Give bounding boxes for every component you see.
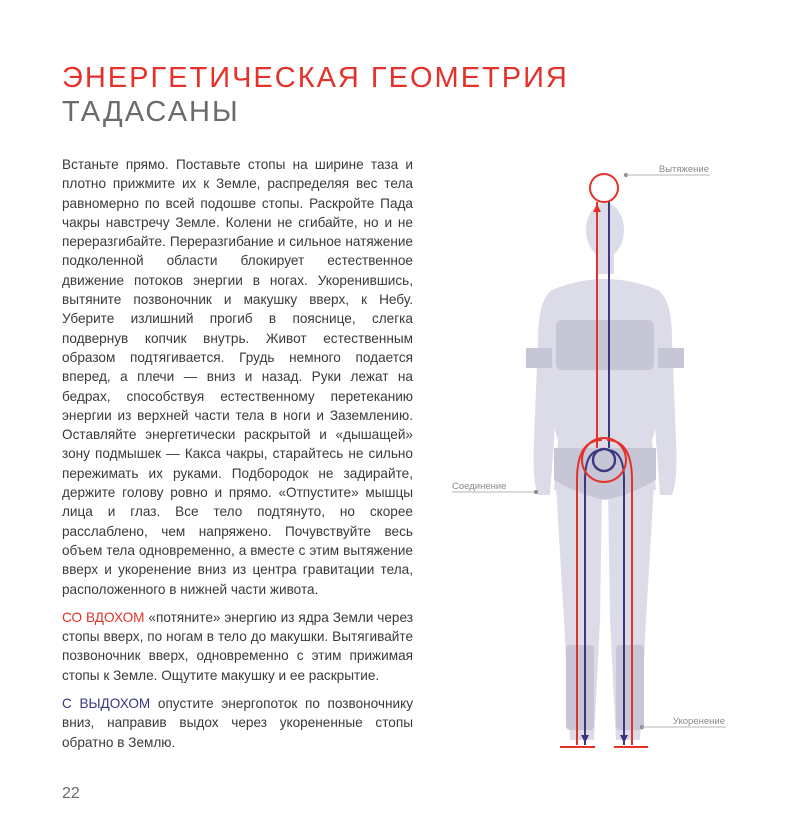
label-top: Вытяжение bbox=[658, 164, 709, 175]
annotation-bottom bbox=[640, 716, 726, 729]
instructions-paragraph: Встаньте прямо. Поставьте стопы на ширине таза и плотно прижмите их к Земле, распределяя вес тела равномерно по всей подошве стопы. Раскройте Пада чакры навстречу Земле. Колени не сгибайте, но и не переразгибайте. Переразгибание и сильное натяжение подколенной области блокирует естественное движение потоков энергии в ногах. Укоренившись, вытяните позвоночник и макушку вверх, к Небу. Уберите излишний прогиб в пояснице, слегка подвернув копчик внутрь. Живот естественным образом подтягивается. Грудь немного подается вперед, а плечи — вниз и назад. Руки лежат на бедрах, способствуя естественному перетеканию энергии из верхней части тела в ноги и Заземлению. Оставляйте энергетически раскрытой и «дышащей» зону подмышек — Какса чакры, старайтесь не сильно пережимать их руками. Подбородок не задирайте, держите голову ровно и прямо. «Отпустите» мышцы лица и глаз. Все тело подтянуто, но скорее расслаблено, чем напряжено. Почувствуйте весь объем тела одновременно, а вместе с этим вытяжение вверх и укоренение вниз из центра гравитации тела, расположенного в нижней части живота. bbox=[62, 157, 413, 597]
label-middle: Соединение bbox=[452, 481, 507, 492]
page-number: 22 bbox=[62, 785, 80, 802]
exhale-paragraph bbox=[62, 694, 413, 752]
pose-diagram bbox=[430, 150, 800, 810]
inhale-paragraph bbox=[62, 608, 413, 685]
pose-figure bbox=[430, 150, 800, 810]
head-shape bbox=[586, 203, 624, 257]
title-line-2: ТАДАСАНЫ bbox=[62, 96, 240, 128]
exhale-text: опустите энергопоток по позвоночнику вниз, направив выдох через укорененные стопы обратно в Землю. bbox=[62, 696, 413, 750]
body-text bbox=[62, 155, 413, 761]
annotation-middle-dot bbox=[534, 490, 538, 494]
inhale-text: «потяните» энергию из ядра Земли через стопы вверх, по ногам в тело до макушки. Вытягивайте позвоночник вверх, одновременно с этим прижимая стопы к Земле. Ощутите макушку и ее раскрытие. bbox=[62, 609, 413, 683]
title-line-1: ЭНЕРГЕТИЧЕСКАЯ ГЕОМЕТРИЯ bbox=[62, 62, 569, 94]
right-armband bbox=[658, 348, 684, 368]
exhale-label: С ВЫДОХОМ bbox=[62, 696, 151, 712]
left-armband bbox=[526, 348, 552, 368]
crown-circle bbox=[590, 174, 618, 202]
top-garment bbox=[556, 320, 654, 370]
inhale-label: СО ВДОХОМ bbox=[62, 609, 145, 625]
label-bottom: Укоренение bbox=[672, 716, 725, 727]
neck-shape bbox=[596, 252, 614, 274]
annotation-middle bbox=[452, 481, 538, 494]
annotation-top bbox=[624, 164, 710, 177]
left-foot-wrap bbox=[566, 645, 594, 730]
right-foot-wrap bbox=[616, 645, 644, 730]
